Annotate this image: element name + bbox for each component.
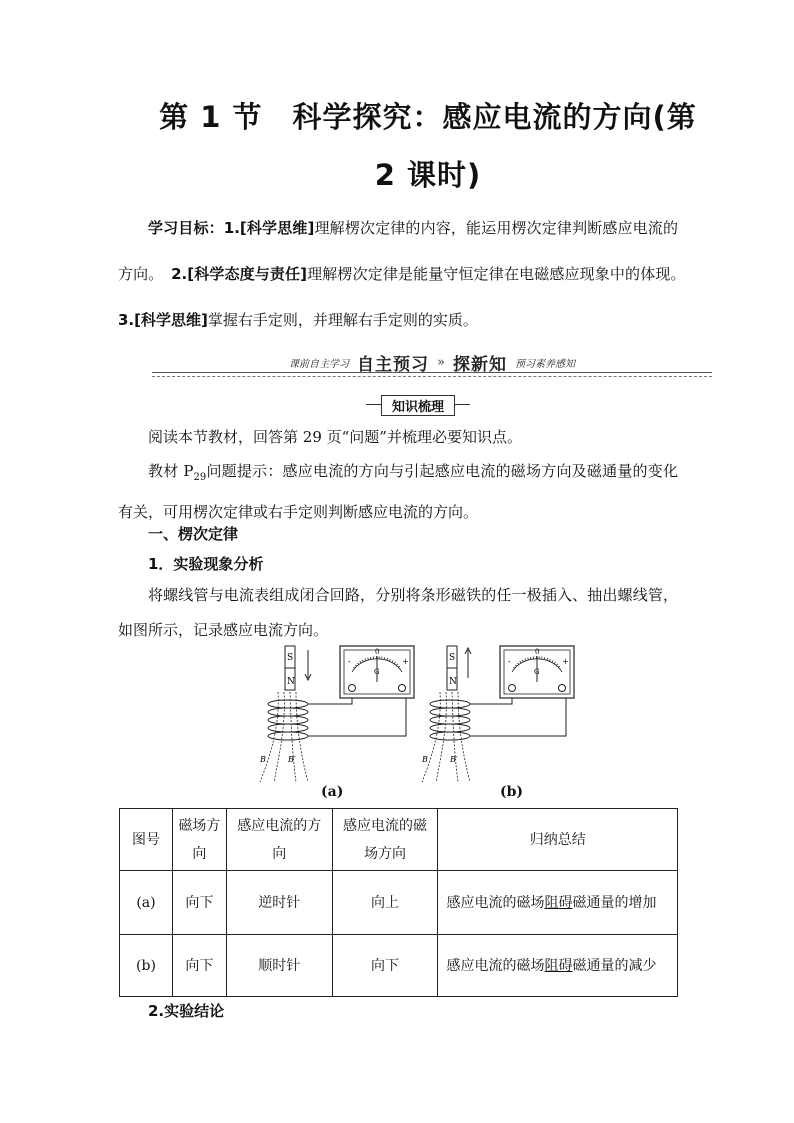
terminal-minus-b [509,685,516,692]
setup-b [421,646,574,782]
cell-summary [438,871,678,935]
pole-s-b: S [449,653,456,663]
summary-pre: 感应电流的磁场 [446,894,545,911]
hint-text: 问题提示：感应电流的方向与引起感应电流的磁场方向及磁通量的变化有关，可用楞次定律或右手定则判断感应电流的方向。 [118,462,678,521]
objective-1-text: 理解楞次定律的内容，能运用楞次定律判断感应电流的方向。 [118,219,678,283]
coil-label-b2-a: B′ [288,755,296,764]
banner-divider [152,372,712,377]
solenoid-coil-a [268,700,308,740]
header-figure-no: 图号 [120,809,173,871]
summary-pre: 感应电流的磁场 [446,957,545,974]
setup-a [259,646,414,782]
cell-current: 逆时针 [226,871,332,935]
meter-g-b: G [534,668,540,676]
header-induced-field: 感应电流的磁场方向 [332,809,438,871]
title-line-2: 2 课时) [374,158,482,192]
cell-field: 向下 [172,871,226,935]
cell-current: 顺时针 [226,935,332,997]
summary-post: 磁通量的增加 [572,894,657,911]
cell-induced-field: 向下 [332,935,438,997]
objective-1-tag: 1.[科学思维] [223,219,315,237]
cell-field: 向下 [172,935,226,997]
section-banner [152,350,712,374]
objective-2-text: 理解楞次定律是能量守恒定律在电磁感应现象中的体现。 [307,265,693,283]
objective-2-tag: 2.[科学态度与责任] [171,265,308,283]
summary-post: 磁通量的减少 [572,957,657,974]
meter-plus-b: + [562,657,569,666]
objective-3-tag: 3.[科学思维] [118,311,208,329]
hint-prefix: 教材 P [148,462,194,480]
banner-main-2: 探新知 [452,354,507,375]
experiment-figure [248,642,608,792]
banner-left-text: 课前自主学习 [289,358,350,370]
subsection-heading-conclusion: 2.实验结论 [148,1002,225,1020]
meter-zero-b: 0 [535,648,540,656]
header-field-direction: 磁场方向 [172,809,226,871]
terminal-plus-b [559,685,566,692]
double-arrow-icon: » [437,354,445,370]
figure-label-a: (a) [321,784,344,800]
hint-page-subscript: 29 [193,472,207,483]
knowledge-tag-label: 知识梳理 [381,395,455,416]
page-title [118,88,738,204]
terminal-minus-a [349,685,356,692]
experiment-table [119,808,678,997]
intro-paragraph: 阅读本节教材，回答第 29 页“问题”并梳理必要知识点。 [148,428,522,446]
cell-induced-field: 向上 [332,871,438,935]
cell-id: (b) [120,935,173,997]
table-row [120,871,678,935]
knowledge-tag [366,395,470,415]
meter-minus-a: - [348,657,351,666]
pole-n-a: N [287,677,295,687]
objectives-label: 学习目标： [148,219,224,237]
title-line-1: 第 1 节 科学探究：感应电流的方向(第 [159,100,697,134]
table-header-row [120,809,678,871]
figure-label-b: (b) [500,784,524,800]
coil-label-b-a: B [260,755,266,764]
banner-right-text: 预习素养感知 [514,358,575,370]
learning-objectives [118,205,693,343]
subsection-heading-analysis: 1．实验现象分析 [148,555,264,573]
terminal-plus-a [399,685,406,692]
header-summary: 归纳总结 [438,809,678,871]
header-current-direction: 感应电流的方向 [226,809,332,871]
pole-n-b: N [449,677,457,687]
meter-minus-b: - [508,657,511,666]
hint-paragraph [118,454,678,530]
section-heading-lenz: 一、楞次定律 [148,525,239,543]
solenoid-coil-b [430,700,470,740]
pole-s-a: S [287,653,294,663]
cell-summary [438,935,678,997]
experiment-paragraph: 将螺线管与电流表组成闭合回路，分别将条形磁铁的任一极插入、抽出螺线管，如图所示，记录感应电流方向。 [118,586,678,639]
coil-label-b-b: B [422,755,428,764]
meter-plus-a: + [402,657,409,666]
summary-key: 阻碍 [544,957,573,974]
summary-key: 阻碍 [544,894,573,911]
meter-zero-a: 0 [375,648,380,656]
table-row [120,935,678,997]
banner-main-1: 自主预习 [357,354,430,375]
meter-g-a: G [374,668,380,676]
coil-label-b2-b: B′ [450,755,458,764]
objective-3-text: 掌握右手定则，并理解右手定则的实质。 [207,311,478,329]
cell-id: (a) [120,871,173,935]
